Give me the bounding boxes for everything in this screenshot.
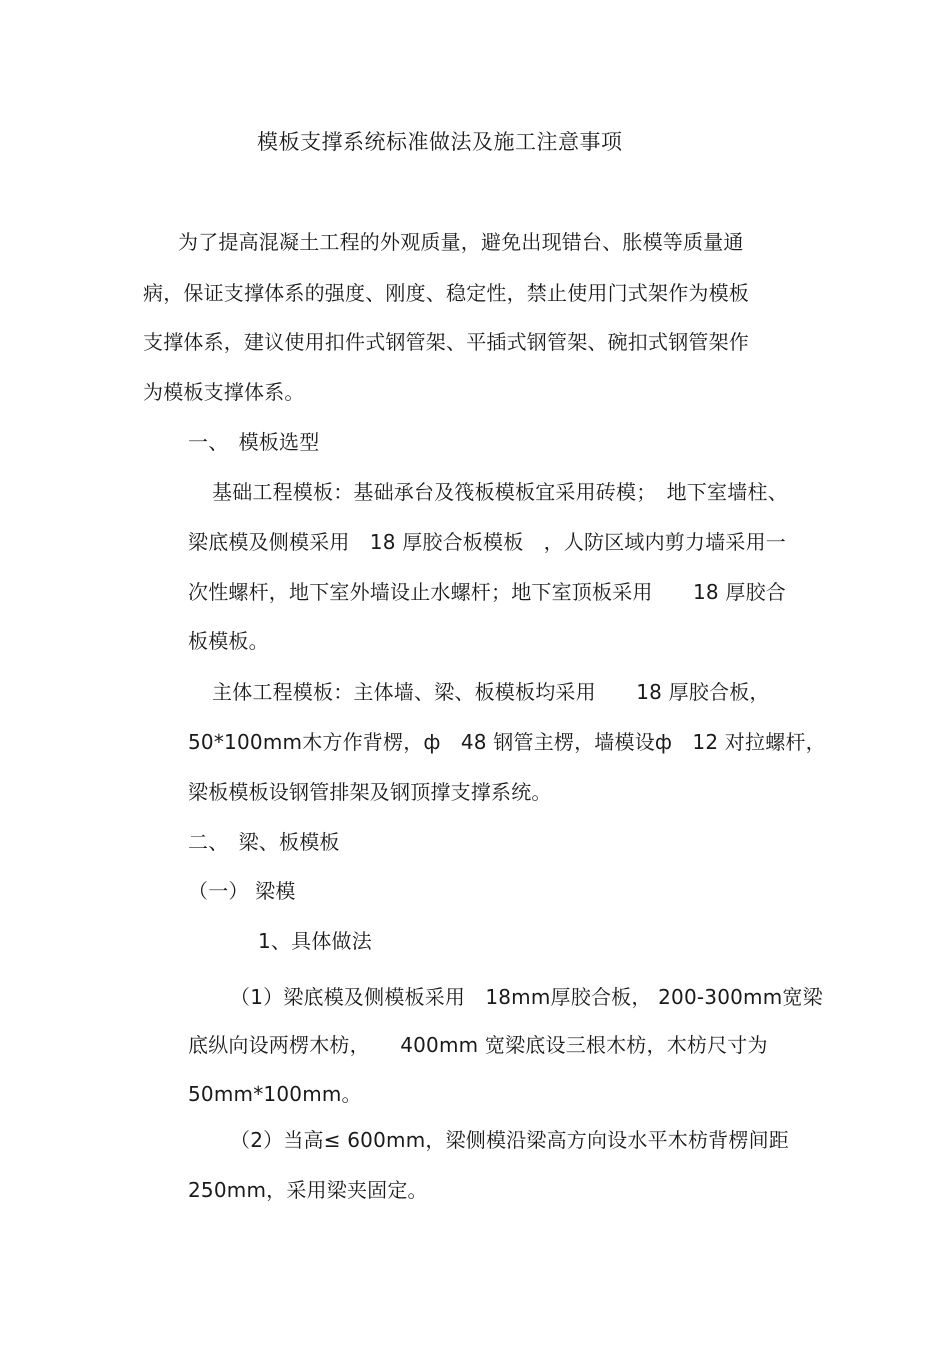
foundation-line-4: 板模板。 bbox=[188, 629, 269, 653]
foundation-line-3: 次性螺杆，地下室外墙设止水螺杆；地下室顶板采用 18 厚胶合 bbox=[188, 580, 787, 604]
item-heading: 1、具体做法 bbox=[258, 929, 372, 953]
foundation-line-1: 基础工程模板：基础承台及筏板模板宜采用砖模； 地下室墙柱、 bbox=[212, 480, 788, 504]
page-title: 模板支撑系统标准做法及施工注意事项 bbox=[257, 130, 623, 154]
intro-line-1: 为了提高混凝土工程的外观质量，避免出现错台、胀模等质量通 bbox=[178, 230, 744, 254]
intro-line-3: 支撑体系，建议使用扣件式钢管架、平插式钢管架、碗扣式钢管架作 bbox=[143, 330, 749, 354]
beam-para-2-line-2: 250mm，采用梁夹固定。 bbox=[188, 1178, 428, 1202]
beam-para-2-line-1: （2）当高≤ 600mm，梁侧模沿梁高方向设水平木枋背楞间距 bbox=[230, 1128, 789, 1152]
main-structure-line-3: 梁板模板设钢管排架及钢顶撑支撑系统。 bbox=[188, 780, 552, 804]
section-heading-1: 一、 模板选型 bbox=[188, 430, 320, 454]
intro-line-4: 为模板支撑体系。 bbox=[143, 380, 305, 404]
beam-para-1-line-2: 底纵向设两楞木枋， 400mm 宽梁底设三根木枋，木枋尺寸为 bbox=[188, 1033, 768, 1057]
intro-line-2: 病，保证支撑体系的强度、刚度、稳定性，禁止使用门式架作为模板 bbox=[143, 281, 749, 305]
beam-para-1-line-1: （1）梁底模及侧模板采用 18mm厚胶合板， 200-300mm宽梁 bbox=[230, 985, 823, 1009]
beam-para-1-line-3: 50mm*100mm。 bbox=[188, 1082, 362, 1106]
main-structure-line-1: 主体工程模板：主体墙、梁、板模板均采用 18 厚胶合板， bbox=[212, 680, 770, 704]
subsection-heading: （一） 梁模 bbox=[188, 879, 296, 903]
foundation-line-2: 梁底模及侧模采用 18 厚胶合板模板 ，人防区域内剪力墙采用一 bbox=[188, 530, 787, 554]
section-heading-2: 二、 梁、板模板 bbox=[188, 830, 340, 854]
main-structure-line-2: 50*100mm木方作背楞，ф 48 钢管主楞，墙模设ф 12 对拉螺杆， bbox=[188, 730, 826, 754]
